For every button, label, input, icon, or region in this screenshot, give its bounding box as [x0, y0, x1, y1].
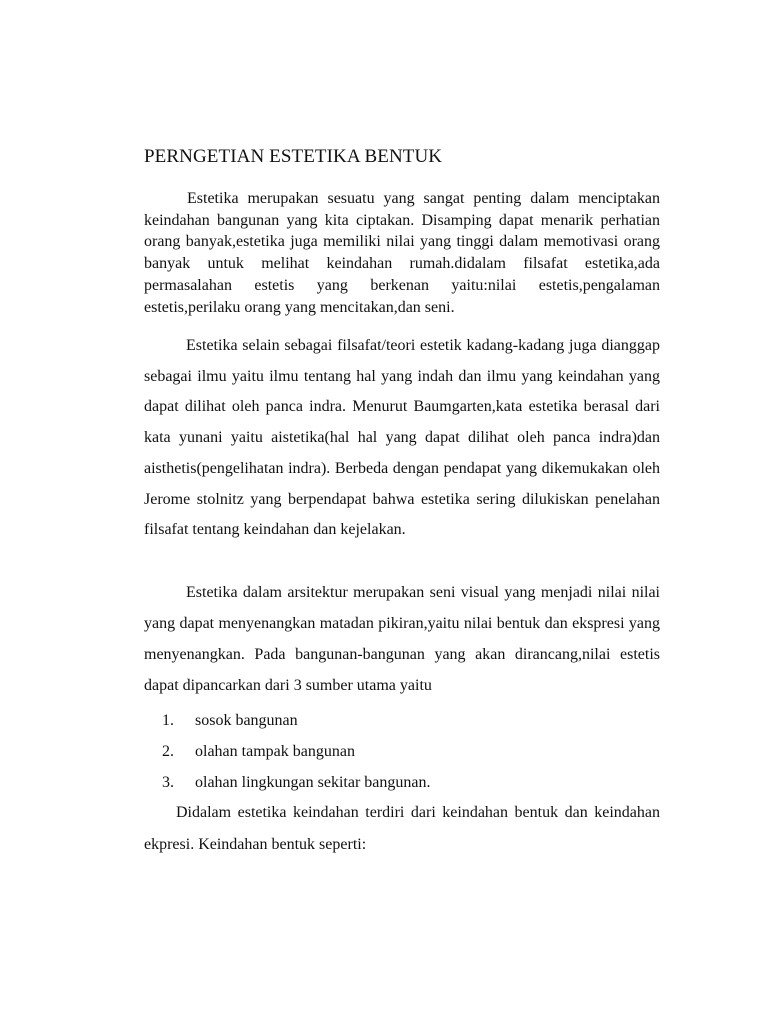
- list-item: [162, 736, 431, 767]
- list-item-number: 1.: [162, 712, 174, 729]
- page-title: PERNGETIAN ESTETIKA BENTUK: [144, 146, 443, 167]
- list-item-text: olahan tampak bangunan: [195, 743, 355, 760]
- list-item-number: 2.: [162, 743, 174, 760]
- list-item-text: sosok bangunan: [195, 712, 298, 729]
- list-item-number: 3.: [162, 774, 174, 791]
- paragraph-2: Estetika selain sebagai filsafat/teori estetik kadang-kadang juga dianggap sebagai ilmu yaitu ilmu tentang hal yang indah dan ilmu yang keindahan yang dapat dilihat oleh panca indra. Menurut Baumgarten,kata estetika berasal dari kata yunani yaitu aistetika(hal hal yang dapat dilihat oleh panca indra)dan aisthetis(pengelihatan indra). Berbeda dengan pendapat yang dikemukakan oleh Jerome stolnitz yang berpendapat bahwa estetika sering dilukiskan penelahan filsafat tentang keindahan dan kejelakan.: [144, 337, 660, 539]
- paragraph-1: Estetika merupakan sesuatu yang sangat penting dalam menciptakan keindahan bangunan yang kita ciptakan. Disamping dapat menarik perhatian orang banyak,estetika juga memiliki nilai yang tinggi dalam memotivasi orang banyak untuk melihat keindahan rumah.didalam filsafat estetika,ada permasalahan estetis yang berkenan yaitu:nilai estetis,pengalaman estetis,perilaku orang yang mencitakan,dan seni.: [144, 190, 660, 316]
- list-item: [162, 705, 431, 736]
- paragraph-4: Didalam estetika keindahan terdiri dari keindahan bentuk dan keindahan ekpresi. Keindahan bentuk seperti:: [144, 804, 660, 853]
- list-item-text: olahan lingkungan sekitar bangunan.: [195, 774, 431, 791]
- paragraph-3: Estetika dalam arsitektur merupakan seni visual yang menjadi nilai nilai yang dapat menyenangkan matadan pikiran,yaitu nilai bentuk dan ekspresi yang menyenangkan. Pada bangunan-bangunan yang akan dirancang,nilai estetis dapat dipancarkan dari 3 sumber utama yaitu: [144, 584, 660, 694]
- list-item: [162, 767, 431, 798]
- numbered-list: [162, 705, 431, 798]
